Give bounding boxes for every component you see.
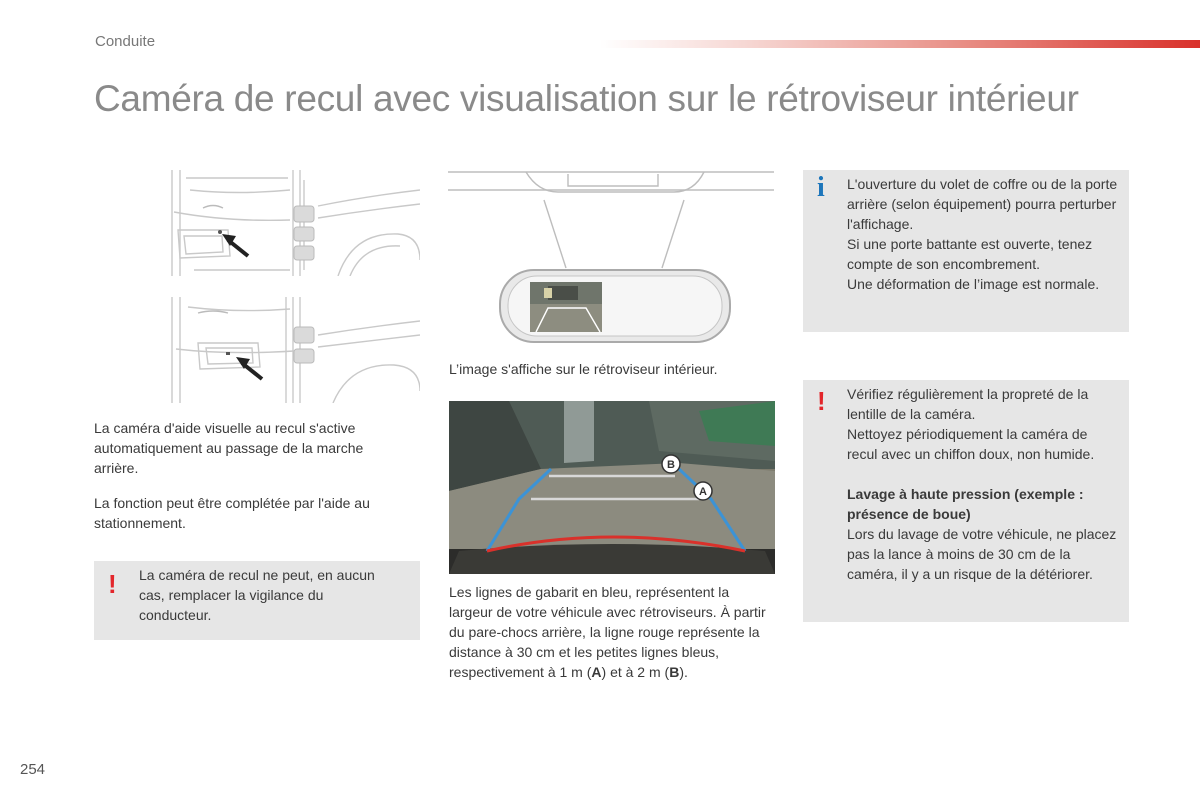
van-rear-tailgate-illustration [168, 170, 420, 276]
van-rear-doors-illustration [168, 297, 420, 403]
info-box [803, 170, 1129, 332]
left-warning-box [94, 561, 420, 640]
left-paragraph-1: La caméra d'aide visuelle au recul s'active automatiquement au passage de la marche arrière. [94, 420, 364, 476]
rearview-mirror-illustration [448, 170, 774, 350]
header-accent-bar [600, 40, 1200, 48]
svg-text:B: B [667, 459, 675, 471]
svg-text:A: A [699, 486, 707, 498]
page-title: Caméra de recul avec visualisation sur le rétroviseur intérieur [94, 78, 1079, 119]
camera-view-image [449, 401, 775, 574]
page-number: 254 [20, 761, 46, 778]
warning-icon: ! [817, 386, 826, 416]
info-text: L'ouverture du volet de coffre ou de la porte arrière (selon équipement) pourra perturber l'affichage. Si une porte battante est ouverte, tenez compte de son encombrement. Une déformation de l’image est normale. [847, 176, 1118, 292]
section-label: Conduite [95, 33, 156, 50]
camera-caption: Les lignes de gabarit en bleu, représentent la largeur de votre véhicule avec rétroviseurs. À partir du pare-chocs arrière, la ligne rouge représente la distance à 30 cm et les petites lignes bleus, respectivement à 1 m (A) et à 2 m (B). [449, 584, 766, 680]
right-warning-text: Vérifiez régulièrement la propreté de la lentille de la caméra. Nettoyez périodiquement la caméra de recul avec un chiffon doux, non humide. Lavage à haute pression (exemple : présence de boue) Lors du lavage de votre véhicule, ne placez pas la lance à moins de 30 cm de la caméra, il y a un risque de la détériorer. [847, 386, 1117, 582]
warning-icon: ! [108, 569, 117, 599]
right-warning-box [803, 380, 1129, 622]
left-warning-text: La caméra de recul ne peut, en aucun cas, remplacer la vigilance du conducteur. [139, 567, 375, 623]
info-icon: i [817, 172, 825, 203]
left-paragraph-2: La fonction peut être complétée par l'aide au stationnement. [94, 495, 370, 531]
arrow-icon [222, 234, 248, 256]
mirror-caption: L’image s'affiche sur le rétroviseur intérieur. [449, 361, 718, 377]
